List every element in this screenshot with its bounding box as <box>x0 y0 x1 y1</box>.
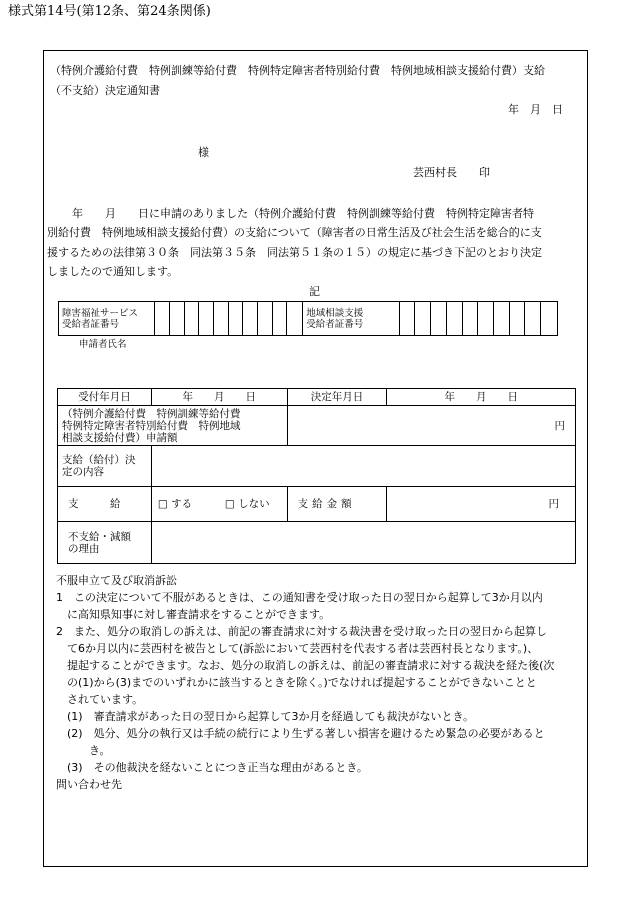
document-title-line1: （特例介護給付費 特例訓練等給付費 特例特定障害者特別給付費 特例地域相談支援給付費）支給 <box>50 64 545 77</box>
body-line1: 年 月 日に申請のありました（特例介護給付費 特例訓練等給付費 特例特定障害者特 <box>50 207 534 220</box>
note-item2-line5: されています。 <box>56 693 144 706</box>
note-sub1: (1) 審査請求があった日の翌日から起算して3か月を経過しても裁決がないとき。 <box>56 710 475 723</box>
community-support-id-label: 地域相談支援 受給者証番号 <box>303 302 399 336</box>
decision-content-value <box>151 446 575 487</box>
note-item2-line1: 2 また、処分の取消しの訴えは、前記の審査請求に対する裁決書を受け取った日の翌日から起算し <box>56 625 547 638</box>
payment-label: 支 給 <box>58 487 152 522</box>
document-title-line2: （不支給）決定通知書 <box>50 84 160 97</box>
body-line2: 別給付費 特例地域相談支援給付費）の支給について（障害者の日常生活及び社会生活を総合的に支 <box>47 226 542 239</box>
received-date-value: 年 月 日 <box>151 389 287 406</box>
appeal-notes <box>56 572 586 793</box>
payment-amount-yen: 円 <box>387 487 576 522</box>
note-sub3: (3) その他裁決を経ないことにつき正当な理由があるとき。 <box>56 761 368 774</box>
option-yes-checkbox[interactable]: □ <box>157 498 168 510</box>
decision-content-label: 支給（給付）決 定の内容 <box>58 446 152 487</box>
ki-mark: 記 <box>309 285 320 298</box>
option-no-checkbox[interactable]: □ <box>224 498 235 510</box>
decision-table <box>57 388 576 564</box>
note-item2-line2: て6か月以内に芸西村を被告として(訴訟において芸西村を代表する者は芸西村長となります。)、 <box>56 642 539 655</box>
issuer-seal: 芸西村長 印 <box>413 166 490 179</box>
application-amount-label: （特例介護給付費 特例訓練等給付費 特例特定障害者特別給付費 特例地域 相談支援給付費）申請額 <box>58 406 288 446</box>
note-item2-line3: 提起することができます。なお、処分の取消しの訴えは、前記の審査請求に対する裁決を経た後(次 <box>56 659 555 672</box>
option-yes-label: する <box>171 498 193 510</box>
application-amount-yen: 円 <box>287 406 575 446</box>
payment-amount-label: 支給金額 <box>287 487 387 522</box>
decision-date-value: 年 月 日 <box>387 389 576 406</box>
note-item2-line4: の(1)から(3)までのいずれかに該当するときを除く。)でなければ提起することができないことと <box>56 676 537 689</box>
received-date-label: 受付年月日 <box>58 389 152 406</box>
notes-heading: 不服申立て及び取消訴訟 <box>56 574 177 587</box>
body-line3: 援するための法律第３０条 同法第３５条 同法第５１条の１５）の規定に基づき下記のとおり決定 <box>47 246 542 259</box>
note-sub2-line2: き。 <box>56 744 111 757</box>
non-payment-reason-label: 不支給・減額 の理由 <box>58 522 152 564</box>
date-line: 年 月 日 <box>508 103 563 116</box>
note-item1-line2: に高知県知事に対し審査請求をすることができます。 <box>56 608 331 621</box>
id-number-table <box>58 301 558 336</box>
payment-options <box>151 487 287 522</box>
form-number: 様式第14号(第12条、第24条関係) <box>8 4 211 19</box>
note-sub2-line1: (2) 処分、処分の執行又は手続の続行により生ずる著しい損害を避けるため緊急の必要があると <box>56 727 545 740</box>
applicant-name-label: 申請者氏名 <box>79 339 127 350</box>
body-line4: しましたので通知します。 <box>47 265 179 278</box>
option-no-label: しない <box>238 498 270 510</box>
contact-label: 問い合わせ先 <box>56 778 122 791</box>
disability-service-id-label: 障害福祉サービス 受給者証番号 <box>59 302 155 336</box>
note-item1-line1: 1 この決定について不服があるときは、この通知書を受け取った日の翌日から起算して3か月以内 <box>56 591 543 604</box>
non-payment-reason-value <box>151 522 575 564</box>
addressee-suffix: 様 <box>198 146 209 159</box>
decision-date-label: 決定年月日 <box>287 389 387 406</box>
